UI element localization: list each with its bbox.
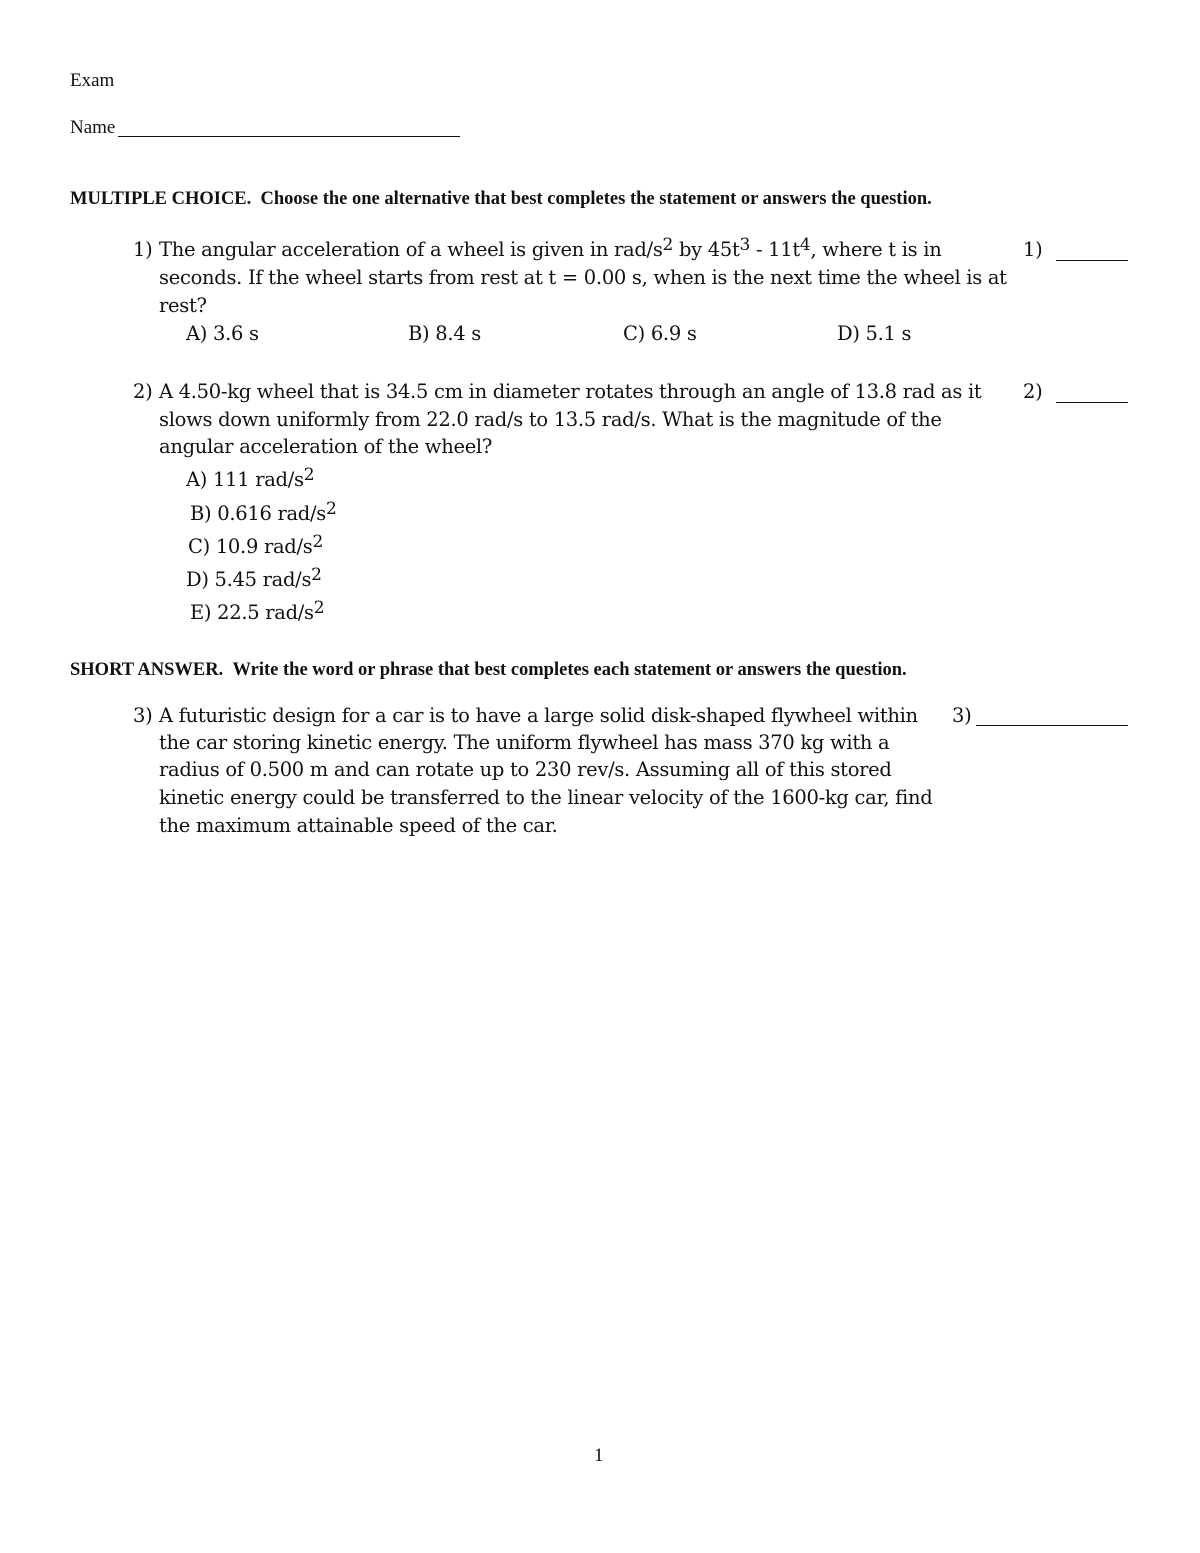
q1-sup-1: 2: [662, 235, 674, 255]
q2-choice-e[interactable]: [190, 598, 325, 624]
multiple-choice-header: [70, 189, 932, 210]
q2-choice-d-sup: 2: [311, 565, 322, 585]
short-answer-header: [70, 660, 907, 681]
question-1-line-1: [159, 235, 942, 261]
question-3-line-2: the car storing kinetic energy. The uniform flywheel has mass 370 kg with a: [159, 731, 890, 754]
short-answer-instruction: Write the word or phrase that best completes each statement or answers the question.: [232, 660, 907, 680]
q2-choice-c-sup: 2: [312, 532, 323, 552]
q2-choice-a[interactable]: [186, 465, 315, 491]
q2-choice-a-text: A) 111 rad/s: [186, 468, 304, 491]
q1-sup-3: 4: [799, 235, 811, 255]
question-2-line-2: slows down uniformly from 22.0 rad/s to 13.5 rad/s. What is the magnitude of the: [159, 408, 942, 431]
q1-text-d: , where t is in: [810, 238, 942, 261]
multiple-choice-instruction: Choose the one alternative that best completes the statement or answers the question.: [260, 189, 932, 209]
name-label: Name: [70, 117, 116, 138]
answer-1-blank[interactable]: [1056, 260, 1128, 261]
q2-choice-b-sup: 2: [325, 499, 337, 519]
q2-choice-a-sup: 2: [303, 465, 315, 485]
exam-label: Exam: [70, 70, 115, 91]
question-3-number: 3): [133, 704, 153, 727]
q1-choice-d[interactable]: D) 5.1 s: [837, 322, 912, 345]
answer-2-label: 2): [1023, 380, 1043, 403]
page-number: 1: [594, 1445, 604, 1466]
answer-3-blank[interactable]: [976, 725, 1128, 726]
name-field-line[interactable]: [118, 136, 460, 137]
question-2-line-1: A 4.50-kg wheel that is 34.5 cm in diameter rotates through an angle of 13.8 rad as it: [159, 380, 982, 403]
multiple-choice-title: MULTIPLE CHOICE.: [70, 189, 252, 209]
q2-choice-e-sup: 2: [313, 598, 325, 618]
question-3-line-1: A futuristic design for a car is to have a large solid disk-shaped flywheel within: [159, 704, 918, 727]
question-3-line-3: radius of 0.500 m and can rotate up to 230 rev/s. Assuming all of this stored: [159, 758, 892, 781]
answer-3-label: 3): [952, 704, 972, 727]
q1-choice-a[interactable]: A) 3.6 s: [186, 322, 259, 345]
q2-choice-d-text: D) 5.45 rad/s: [186, 568, 312, 591]
short-answer-title: SHORT ANSWER.: [70, 660, 224, 680]
q1-text-b: by 45t: [673, 238, 740, 261]
q1-sup-2: 3: [739, 235, 751, 255]
question-2-number: 2): [133, 380, 153, 403]
q2-choice-c[interactable]: [188, 532, 323, 558]
q2-choice-b[interactable]: [190, 499, 337, 525]
question-3-line-5: the maximum attainable speed of the car.: [159, 814, 558, 837]
q1-text-c: - 11t: [750, 238, 800, 261]
answer-2-blank[interactable]: [1056, 402, 1128, 403]
answer-1-label: 1): [1023, 238, 1043, 261]
question-1-number: 1): [133, 238, 153, 261]
question-2-line-3: angular acceleration of the wheel?: [159, 435, 493, 458]
q2-choice-b-text: B) 0.616 rad/s: [190, 502, 326, 525]
q2-choice-c-text: C) 10.9 rad/s: [188, 535, 313, 558]
q1-choice-c[interactable]: C) 6.9 s: [623, 322, 697, 345]
question-1-line-2: seconds. If the wheel starts from rest at t = 0.00 s, when is the next time the wheel is at: [159, 266, 1007, 289]
question-1-line-3: rest?: [159, 294, 207, 317]
q2-choice-d[interactable]: [186, 565, 322, 591]
q1-choice-b[interactable]: B) 8.4 s: [408, 322, 481, 345]
q1-text-a: The angular acceleration of a wheel is given in rad/s: [159, 238, 663, 261]
question-3-line-4: kinetic energy could be transferred to the linear velocity of the 1600-kg car, find: [159, 786, 933, 809]
q2-choice-e-text: E) 22.5 rad/s: [190, 601, 314, 624]
